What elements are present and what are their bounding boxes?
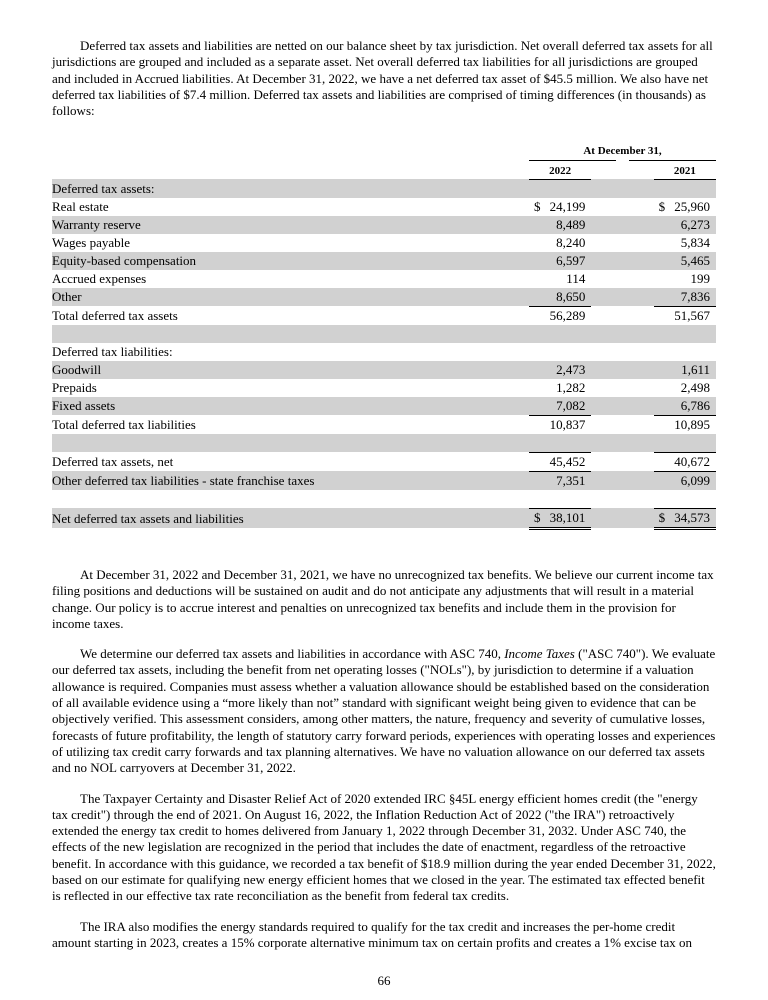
column-gap <box>591 361 653 379</box>
table-row <box>52 270 716 288</box>
column-gap <box>591 288 653 307</box>
income-taxes-italic: Income Taxes <box>504 646 575 662</box>
value-cell-2022 <box>529 508 591 528</box>
value-cell-2022 <box>529 361 591 379</box>
cell-value: 2,473 <box>556 361 586 377</box>
row-label <box>52 325 529 343</box>
value-cell-2021 <box>654 434 716 453</box>
column-header-2022: 2022 <box>529 161 591 179</box>
row-label: Fixed assets <box>52 397 529 416</box>
column-gap <box>591 161 653 179</box>
value-cell-2021 <box>654 397 716 416</box>
column-gap <box>591 471 653 490</box>
column-gap <box>591 379 653 397</box>
value-cell-2021 <box>654 216 716 234</box>
cell-value: 34,573 <box>674 509 710 525</box>
table-row <box>52 288 716 307</box>
table-row <box>52 490 716 509</box>
cell-value: 5,834 <box>680 234 710 250</box>
deferred-tax-table <box>52 143 716 530</box>
value-cell-2021 <box>654 325 716 343</box>
column-gap <box>591 434 653 453</box>
table-row <box>52 252 716 270</box>
paragraph-segment: We determine our deferred tax assets and liabilities in accordance with ASC 740, <box>80 646 505 662</box>
value-cell-2022 <box>529 343 591 361</box>
column-gap <box>591 179 653 198</box>
row-label: Wages payable <box>52 234 130 250</box>
value-cell-2022 <box>529 306 591 325</box>
value-cell-2022 <box>529 252 591 270</box>
value-cell-2021 <box>654 234 716 252</box>
table-row <box>52 471 716 490</box>
value-cell-2021 <box>654 306 716 325</box>
column-gap <box>591 452 653 471</box>
row-label: Real estate <box>52 198 109 214</box>
currency-symbol: $ <box>534 509 541 525</box>
column-gap <box>591 325 653 343</box>
value-cell-2022 <box>529 415 591 434</box>
value-cell-2021 <box>654 471 716 490</box>
column-gap <box>591 397 653 416</box>
table-row <box>52 179 716 198</box>
column-gap <box>591 252 653 270</box>
column-gap <box>591 234 653 252</box>
value-cell-2022 <box>529 179 591 198</box>
paragraph-segment: ("ASC 740"). We evaluate our deferred tax assets, including the benefit from net operating losses ("NOLs"), by jurisdiction to determine if a valuation allowance is required. Companies must assess whether a valuation allowance should be established based on the consideration of all available evidence using a “more likely than not” standard with significant weight being given to evidence that can be objectively verified. This assessment considers, among other matters, the nature, frequency and severity of cumulative losses, forecasts of future profitability, the length of statutory carry forward periods, experiences with operating losses and experiences of utilizing tax credit carry forwards and tax planning alternatives. We have no valuation allowance on our deferred tax assets and no NOL carryovers at December 31, 2022. <box>52 646 716 776</box>
deferred-tax-table-body <box>52 143 716 528</box>
cell-value: 7,351 <box>556 472 586 488</box>
cell-value: 1,611 <box>681 361 710 377</box>
row-label: Total deferred tax assets <box>52 307 178 323</box>
row-label: Total deferred tax liabilities <box>52 416 196 432</box>
value-cell-2022 <box>529 397 591 416</box>
column-gap <box>591 198 653 216</box>
value-cell-2022 <box>529 325 591 343</box>
column-gap <box>591 270 653 288</box>
header-date-cell <box>529 143 716 161</box>
value-cell-2021 <box>654 415 716 434</box>
page-content <box>52 38 716 965</box>
paragraph-asc740-valuation <box>52 646 716 776</box>
table-row <box>52 216 716 234</box>
row-label: Equity-based compensation <box>52 252 529 270</box>
cell-value: 10,837 <box>549 416 586 432</box>
cell-value: 5,465 <box>680 252 710 268</box>
value-cell-2022 <box>529 434 591 453</box>
column-header-2021: 2021 <box>654 161 716 179</box>
value-cell-2021 <box>654 288 716 307</box>
cell-value: 7,836 <box>680 288 710 304</box>
cell-value: 8,650 <box>556 288 586 304</box>
value-cell-2022 <box>529 270 591 288</box>
table-header-title: At December 31, <box>583 145 662 158</box>
cell-value: 6,786 <box>680 397 710 413</box>
table-header-row-date <box>52 143 716 161</box>
cell-value: 199 <box>690 270 710 286</box>
header-spacer-cell <box>52 143 529 161</box>
table-row <box>52 198 716 216</box>
currency-symbol: $ <box>658 198 666 214</box>
cell-value: 40,672 <box>674 453 710 469</box>
value-cell-2021 <box>654 270 716 288</box>
table-row <box>52 325 716 343</box>
cell-value: 45,452 <box>549 453 586 469</box>
row-label: Other deferred tax liabilities - state franchise taxes <box>52 471 529 490</box>
value-cell-2022 <box>529 379 591 397</box>
cell-value: 8,489 <box>556 216 586 232</box>
row-label: Warranty reserve <box>52 216 529 234</box>
row-label: Deferred tax liabilities: <box>52 343 173 359</box>
value-cell-2022 <box>529 452 591 471</box>
value-cell-2021 <box>654 490 716 509</box>
cell-value: 6,597 <box>556 252 586 268</box>
value-cell-2021 <box>654 343 716 361</box>
cell-value: 114 <box>566 270 586 286</box>
cell-value: 51,567 <box>674 307 710 323</box>
table-header-row-years <box>52 161 716 179</box>
paragraph-netting-policy: Deferred tax assets and liabilities are netted on our balance sheet by tax jurisdiction. Net overall deferred tax assets for all jurisdictions are grouped and included as a separate asset. Net overall deferred tax liabilities for all jurisdictions are grouped and included in Accrued liabilities. At December 31, 2022, we have a net deferred tax asset of $45.5 million. We also have net deferred tax liabilities of $7.4 million. Deferred tax assets and liabilities are comprised of timing differences (in thousands) as follows: <box>52 38 713 119</box>
column-gap <box>591 216 653 234</box>
column-gap <box>591 306 653 325</box>
paragraph-energy-tax-credit: The Taxpayer Certainty and Disaster Relief Act of 2020 extended IRC §45L energy efficient homes credit (the "energy tax credit") through the end of 2021. On August 16, 2022, the Inflation Reduction Act of 2022 ("the IRA") retroactively extended the energy tax credit to homes delivered from January 1, 2022 through December 31, 2032. Under ASC 740, the effects of the new legislation are recognized in the period that includes the date of enactment, regardless of the retroactive benefit. In accordance with this guidance, we recorded a tax benefit of $18.9 million during the year ended December 31, 2022, based on our estimate for qualifying new energy efficient homes that we closed in the year. The estimated tax effected benefit is reflected in our effective tax rate reconciliation as the benefit from federal tax credits. <box>52 790 716 904</box>
value-cell-2022 <box>529 490 591 509</box>
row-label <box>52 490 529 509</box>
value-cell-2022 <box>529 471 591 490</box>
cell-value: 56,289 <box>549 307 586 323</box>
column-gap <box>591 508 653 528</box>
table-row <box>52 361 716 379</box>
header-spacer-cell <box>52 161 529 179</box>
table-row <box>52 234 716 252</box>
cell-value: 8,240 <box>556 234 586 250</box>
row-label: Net deferred tax assets and liabilities <box>52 508 529 528</box>
cell-value: 1,282 <box>556 379 586 395</box>
currency-symbol: $ <box>658 509 666 525</box>
page-number: 66 <box>377 973 391 988</box>
table-row <box>52 306 716 325</box>
table-row <box>52 434 716 453</box>
row-label <box>52 434 529 453</box>
currency-symbol: $ <box>534 198 541 214</box>
value-cell-2021 <box>654 361 716 379</box>
cell-value: 10,895 <box>674 416 710 432</box>
row-label: Other <box>52 288 529 307</box>
table-row <box>52 343 716 361</box>
value-cell-2022 <box>529 288 591 307</box>
cell-value: 6,099 <box>680 472 710 488</box>
table-row <box>52 397 716 416</box>
value-cell-2022 <box>529 234 591 252</box>
paragraph-unrecognized-benefits: At December 31, 2022 and December 31, 2021, we have no unrecognized tax benefits. We believe our current income tax filing positions and deductions will be sustained on audit and do not anticipate any adjustments that will result in a material change. Our policy is to accrue interest and penalties on unrecognized tax benefits and include them in the provision for income taxes. <box>52 566 714 631</box>
value-cell-2021 <box>654 252 716 270</box>
row-label: Deferred tax assets: <box>52 179 529 198</box>
column-gap <box>591 343 653 361</box>
row-label: Deferred tax assets, net <box>52 454 174 470</box>
column-gap <box>591 490 653 509</box>
table-row <box>52 415 716 434</box>
table-row <box>52 508 716 528</box>
value-cell-2022 <box>529 216 591 234</box>
value-cell-2021 <box>654 508 716 528</box>
value-cell-2022 <box>529 198 591 216</box>
cell-value: 2,498 <box>680 379 710 395</box>
row-label: Goodwill <box>52 361 529 379</box>
table-row <box>52 379 716 397</box>
value-cell-2021 <box>654 379 716 397</box>
row-label: Accrued expenses <box>52 270 147 286</box>
cell-value: 7,082 <box>556 397 586 413</box>
cell-value: 6,273 <box>680 216 710 232</box>
value-cell-2021 <box>654 179 716 198</box>
cell-value: 24,199 <box>549 198 586 214</box>
paragraph-ira-standards: The IRA also modifies the energy standards required to qualify for the tax credit and increases the per-home credit amount starting in 2023, creates a 15% corporate alternative minimum tax on certain profits and creates a 1% excise tax on <box>52 918 693 950</box>
cell-value: 38,101 <box>549 509 586 525</box>
value-cell-2021 <box>654 198 716 216</box>
row-label: Prepaids <box>52 379 97 395</box>
value-cell-2021 <box>654 452 716 471</box>
cell-value: 25,960 <box>674 198 710 214</box>
column-gap <box>591 415 653 434</box>
table-row <box>52 452 716 471</box>
